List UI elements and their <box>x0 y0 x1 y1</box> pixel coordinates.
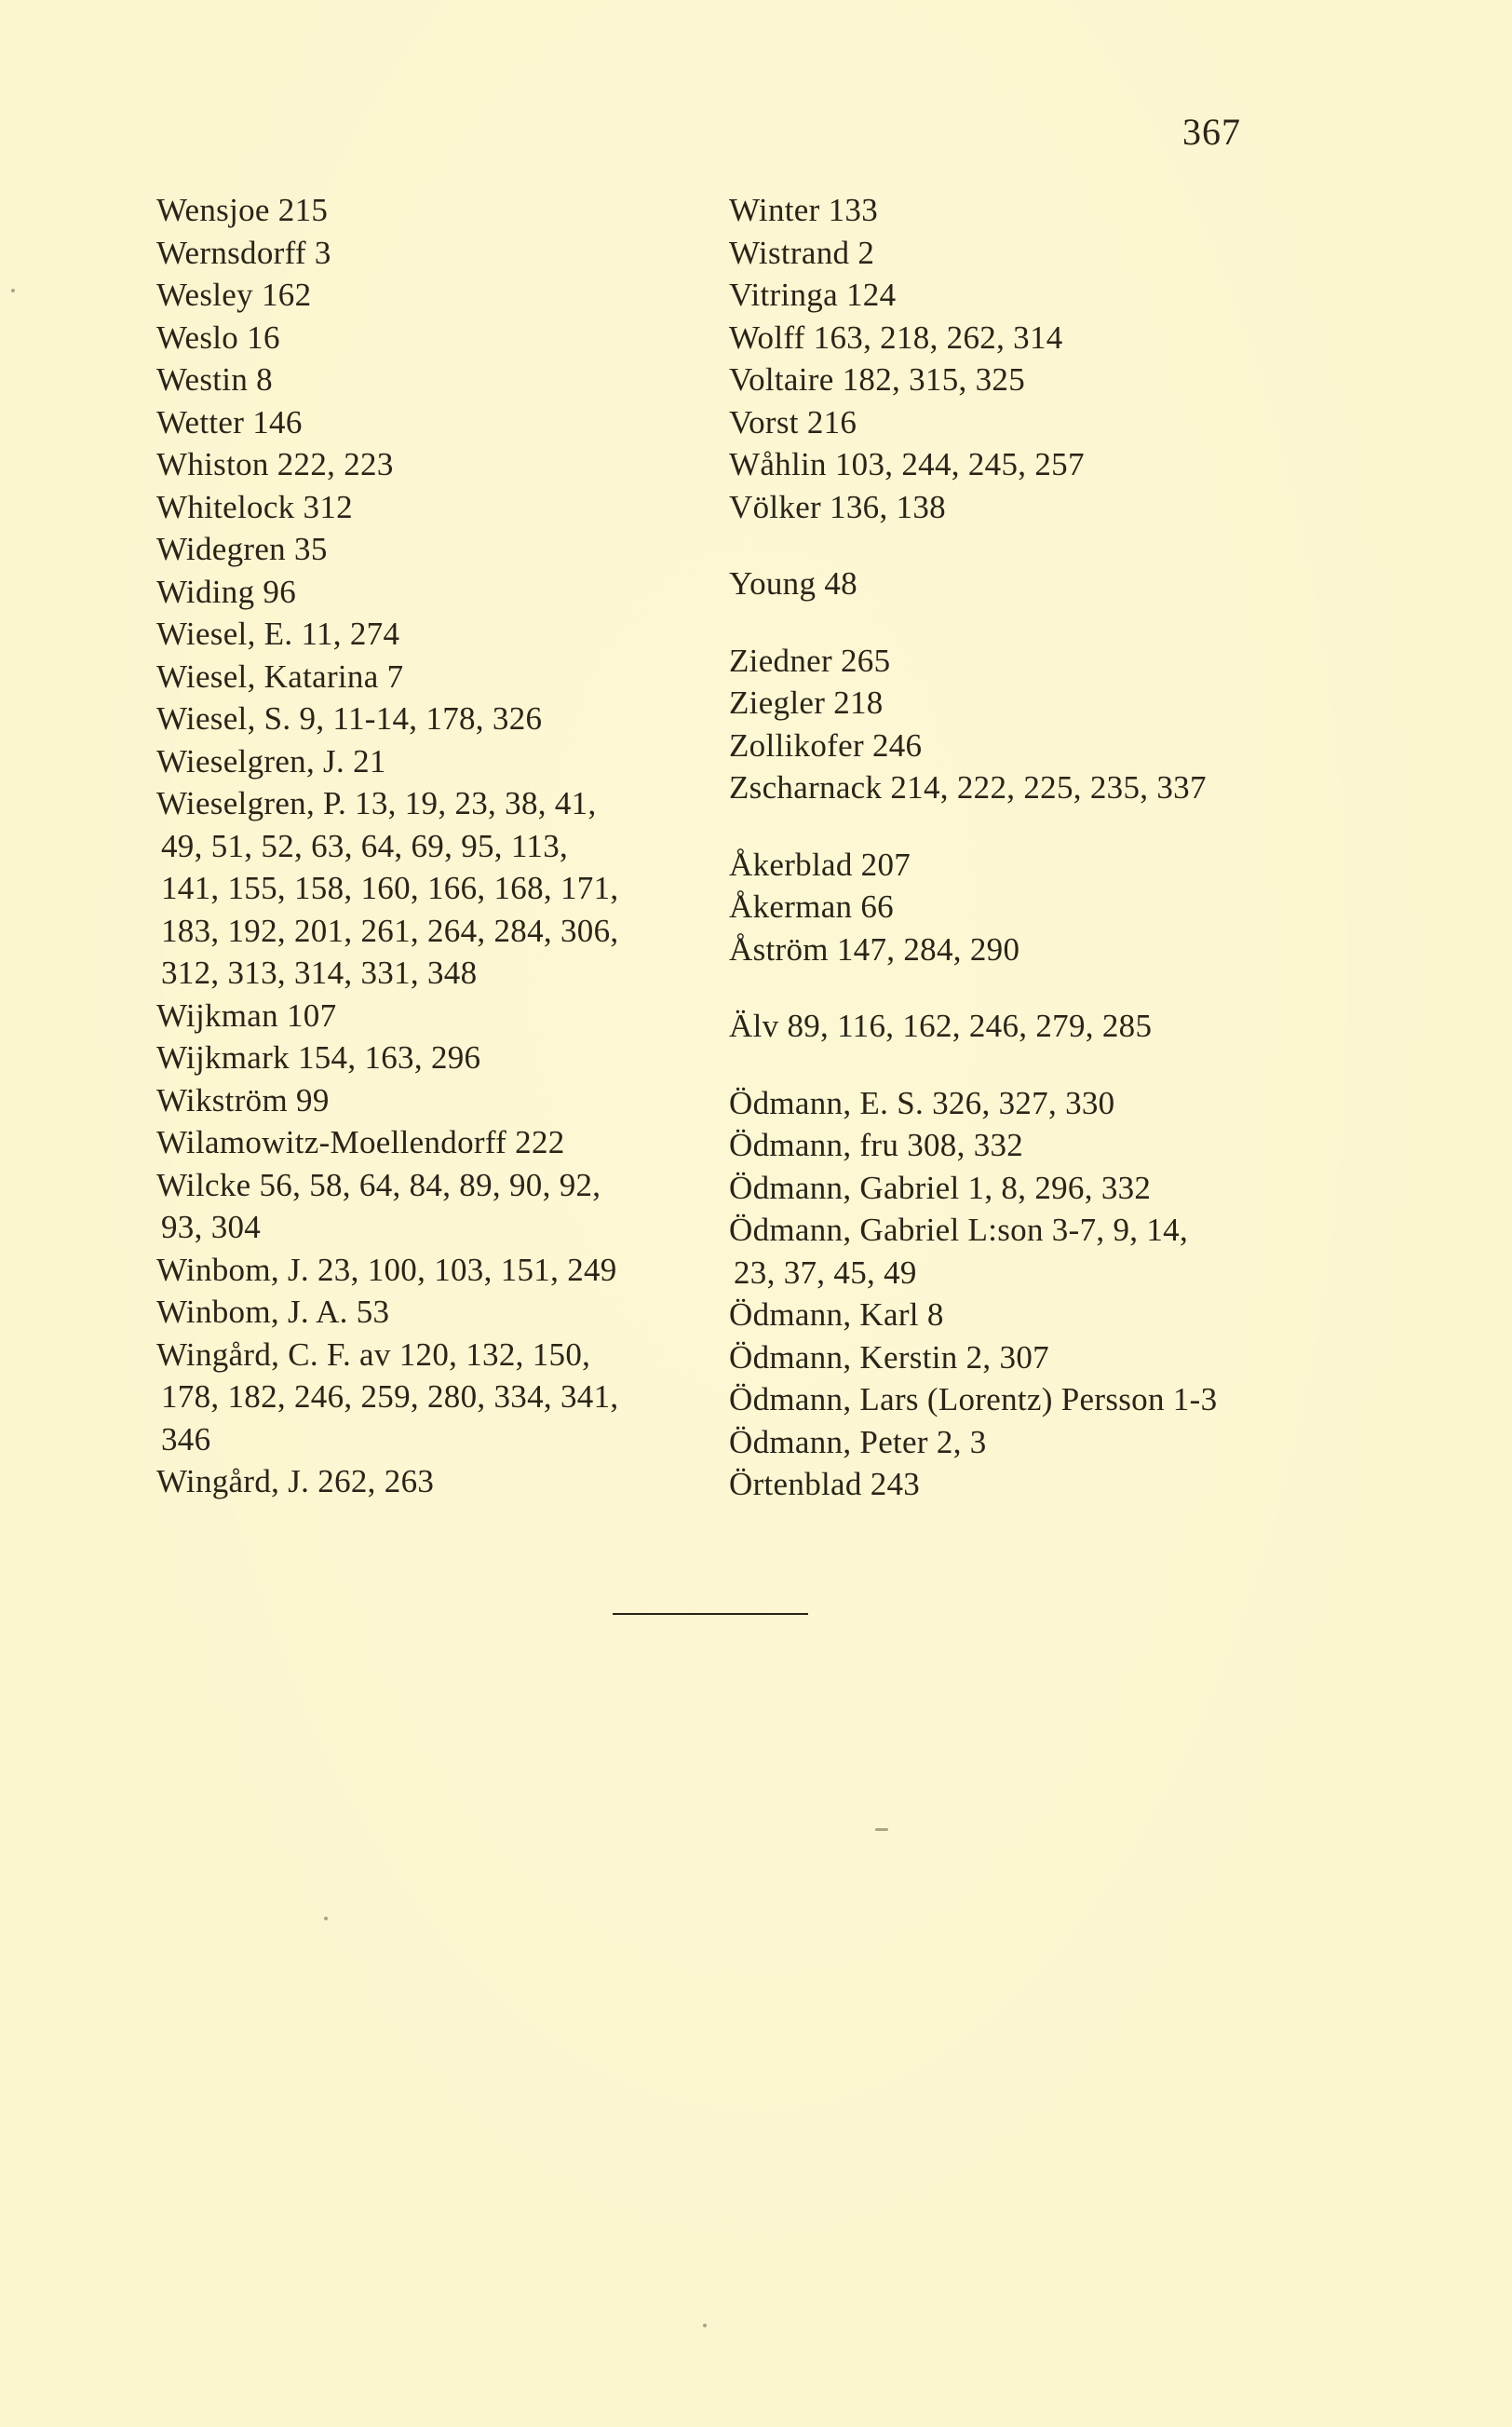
index-entry <box>729 725 1399 767</box>
index-entry-line: Wikström 99 <box>156 1081 330 1119</box>
index-entry-line: Ödmann, Kerstin 2, 307 <box>729 1338 1049 1376</box>
paper-speck <box>11 289 15 292</box>
index-entry <box>729 929 1399 971</box>
index-entry <box>729 1167 1399 1210</box>
index-entry-line: Ödmann, E. S. 326, 327, 330 <box>729 1084 1115 1121</box>
index-entry-line: Wernsdorff 3 <box>156 234 331 271</box>
index-entry-line: Wesley 162 <box>156 277 312 313</box>
index-entry <box>729 682 1399 725</box>
index-entry <box>729 1082 1399 1125</box>
index-entry <box>156 1121 706 1164</box>
end-rule <box>613 1613 808 1615</box>
index-entry-continuation: 312, 313, 314, 331, 348 <box>161 955 478 991</box>
index-entry <box>729 232 1399 275</box>
index-entry-line: Ödmann, Karl 8 <box>729 1296 944 1333</box>
index-entry-line: Whiston 222, 223 <box>156 446 394 482</box>
index-entry <box>156 995 706 1037</box>
index-entry <box>156 1460 706 1503</box>
section-gap <box>729 809 1399 844</box>
index-entry <box>729 274 1399 317</box>
index-column-left <box>156 189 706 1503</box>
index-entry-line: Ödmann, Lars (Lorentz) Persson 1-3 <box>729 1381 1218 1417</box>
index-entry <box>156 656 706 698</box>
index-entry <box>729 401 1399 444</box>
index-entry-line: Wensjoe 215 <box>156 192 329 228</box>
index-entry <box>729 640 1399 683</box>
index-entry <box>729 486 1399 529</box>
index-entry-line: Vitringa 124 <box>729 277 897 313</box>
section-gap <box>729 970 1399 1005</box>
index-entry-line: Whitelock 312 <box>156 488 353 525</box>
index-entry-line: Wieselgren, P. 13, 19, 23, 38, 41, <box>156 785 597 821</box>
index-entry-line: Åström 147, 284, 290 <box>729 930 1020 968</box>
index-entry-line: Wiesel, Katarina 7 <box>156 658 404 695</box>
index-entry <box>729 1336 1399 1379</box>
paper-speck <box>324 1917 328 1920</box>
index-entry <box>156 1291 706 1334</box>
index-entry <box>156 401 706 444</box>
index-entry-line: Vorst 216 <box>729 403 857 441</box>
index-entry-line: Winbom, J. A. 53 <box>156 1294 390 1330</box>
index-entry-continuation: 23, 37, 45, 49 <box>734 1254 917 1291</box>
paper-speck <box>703 2324 707 2327</box>
index-entry-continuation: 346 <box>161 1420 211 1458</box>
index-entry <box>729 1463 1399 1506</box>
index-entry-line: Westin 8 <box>156 361 273 398</box>
section-gap <box>729 605 1399 640</box>
index-entry <box>156 1037 706 1079</box>
page-number: 367 <box>1182 111 1241 153</box>
index-entry <box>156 1249 706 1292</box>
index-entry <box>729 1421 1399 1464</box>
index-entry <box>729 359 1399 401</box>
index-entry-line: Wingård, C. F. av 120, 132, 150, <box>156 1336 591 1373</box>
index-entry <box>156 740 706 783</box>
index-entry <box>156 528 706 571</box>
index-entry <box>156 486 706 529</box>
index-entry-continuation: 183, 192, 201, 261, 264, 284, 306, <box>161 912 619 949</box>
index-entry-line: Älv 89, 116, 162, 246, 279, 285 <box>729 1008 1153 1044</box>
index-entry-line: Weslo 16 <box>156 319 280 356</box>
index-entry <box>729 563 1399 605</box>
section-gap <box>729 1048 1399 1082</box>
index-entry <box>156 274 706 317</box>
index-entry-line: Wilcke 56, 58, 64, 84, 89, 90, 92, <box>156 1166 601 1203</box>
index-entry <box>156 1164 706 1249</box>
index-entry-line: Örtenblad 243 <box>729 1466 921 1502</box>
index-entry <box>156 1079 706 1122</box>
index-entry <box>156 782 706 995</box>
index-entry-line: Widegren 35 <box>156 531 328 567</box>
index-column-right <box>729 189 1399 1506</box>
index-entry-line: Ödmann, Peter 2, 3 <box>729 1423 987 1460</box>
index-entry-line: Wetter 146 <box>156 403 303 441</box>
index-entry <box>729 1209 1399 1294</box>
index-entry-line: Zollikofer 246 <box>729 726 923 764</box>
index-entry-line: Ziedner 265 <box>729 642 891 679</box>
index-entry-line: Ödmann, fru 308, 332 <box>729 1127 1024 1163</box>
index-entry <box>156 443 706 486</box>
index-entry-line: Winbom, J. 23, 100, 103, 151, 249 <box>156 1251 617 1288</box>
index-entry-line: Wingård, J. 262, 263 <box>156 1463 435 1499</box>
index-entry <box>729 317 1399 359</box>
index-entry-line: Wåhlin 103, 244, 245, 257 <box>729 446 1085 482</box>
index-entry <box>729 1294 1399 1336</box>
index-entry <box>729 189 1399 232</box>
index-entry <box>729 844 1399 887</box>
index-entry <box>156 1334 706 1461</box>
index-entry <box>156 571 706 614</box>
index-entry <box>156 359 706 401</box>
index-entry-line: Zscharnack 214, 222, 225, 235, 337 <box>729 769 1207 806</box>
index-entry-line: Wiesel, S. 9, 11-14, 178, 326 <box>156 700 543 737</box>
index-entry-continuation: 49, 51, 52, 63, 64, 69, 95, 113, <box>161 827 569 864</box>
index-entry <box>729 1378 1399 1421</box>
index-entry <box>729 1124 1399 1167</box>
index-entry <box>156 189 706 232</box>
index-entry <box>729 886 1399 929</box>
index-entry-continuation: 141, 155, 158, 160, 166, 168, 171, <box>161 870 619 906</box>
index-entry-line: Wolff 163, 218, 262, 314 <box>729 319 1063 356</box>
index-entry-line: Ödmann, Gabriel L:son 3-7, 9, 14, <box>729 1212 1189 1248</box>
index-entry <box>156 698 706 740</box>
index-entry-line: Wijkmark 154, 163, 296 <box>156 1039 481 1076</box>
index-entry-line: Widing 96 <box>156 573 297 610</box>
index-entry-line: Åkerman 66 <box>729 888 894 925</box>
index-entry-line: Wilamowitz-Moellendorff 222 <box>156 1124 565 1160</box>
index-entry-line: Wiesel, E. 11, 274 <box>156 616 400 652</box>
index-entry-line: Young 48 <box>729 565 857 602</box>
index-entry-line: Wijkman 107 <box>156 997 337 1034</box>
index-entry <box>156 232 706 275</box>
index-entry-continuation: 93, 304 <box>161 1209 262 1245</box>
index-entry <box>156 317 706 359</box>
index-entry-line: Winter 133 <box>729 192 879 228</box>
index-entry-continuation: 178, 182, 246, 259, 280, 334, 341, <box>161 1378 619 1415</box>
index-entry-line: Voltaire 182, 315, 325 <box>729 361 1026 398</box>
index-entry <box>729 766 1399 809</box>
index-entry-line: Völker 136, 138 <box>729 488 946 525</box>
index-entry <box>729 443 1399 486</box>
section-gap <box>729 528 1399 563</box>
index-entry-line: Wieselgren, J. 21 <box>156 742 386 780</box>
index-entry-line: Ödmann, Gabriel 1, 8, 296, 332 <box>729 1169 1152 1206</box>
index-entry-line: Ziegler 218 <box>729 685 884 721</box>
index-entry-line: Wistrand 2 <box>729 234 875 271</box>
paper-speck <box>875 1828 888 1831</box>
index-entry <box>156 613 706 656</box>
index-entry <box>729 1005 1399 1048</box>
index-entry-line: Åkerblad 207 <box>729 846 911 883</box>
